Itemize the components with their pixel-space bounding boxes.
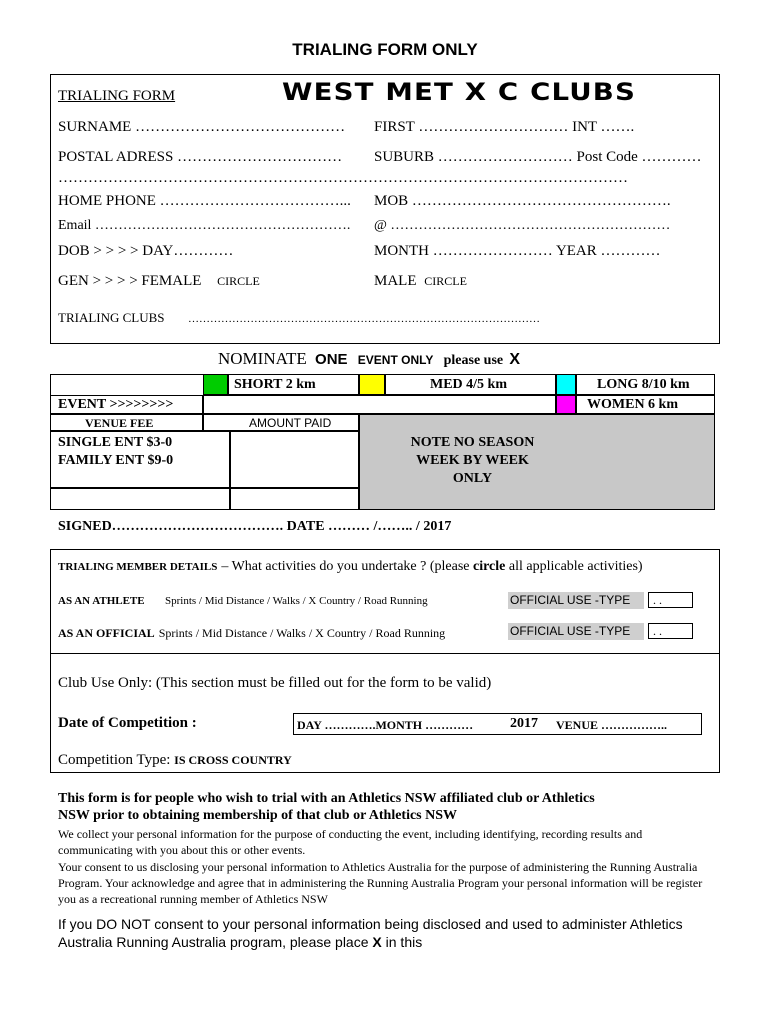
fee-blank-left [50,488,230,510]
short-event-label: SHORT 2 km [234,377,316,392]
family-entry-fee: FAMILY ENT $9-0 [58,453,174,468]
women-swatch[interactable] [556,395,576,414]
athlete-label: AS AN ATHLETE [58,595,145,607]
nominate-x: X [509,351,521,368]
gender-female-label: GEN > > > > FEMALE [58,273,202,289]
athlete-type-box[interactable]: . . [648,592,693,608]
postal-address-field[interactable]: POSTAL ADRESS …………………………… [58,149,343,165]
venue-fee-label: VENUE FEE [85,416,154,430]
first-name-field[interactable]: FIRST ………………………… INT ……. [374,119,635,135]
official-row [58,624,445,642]
med-swatch[interactable] [359,374,385,395]
fee-types-cell [50,431,230,488]
footer-paragraph-2: Your consent to us disclosing your personal information to Athletics Australia for the purpose of administering the Running Australia Program. Your acknowledge and agree that in administering the Running Australia Program your personal information will be register you as a recreational running member of Athletics NSW [58,860,703,906]
member-divider [50,653,720,654]
email-field[interactable]: Email ………………………………………………. [58,218,351,233]
season-note-line-2: WEEK BY WEEK [416,453,529,468]
event-label: EVENT >>>>>>>> [58,397,174,412]
med-event-cell[interactable] [385,374,556,395]
season-note-panel [359,414,715,510]
official-activities[interactable]: Sprints / Mid Distance / Walks / X Country / Road Running [158,626,446,640]
gender-female-option[interactable] [58,273,260,290]
season-note-line-3: ONLY [452,471,493,486]
nominate-instruction [218,349,520,369]
official-label: AS AN OFFICIAL [58,626,155,640]
athlete-activities[interactable]: Sprints / Mid Distance / Walks / X Country / Road Running [165,595,428,607]
med-event-label: MED 4/5 km [430,377,507,392]
consent-x: X [372,934,382,950]
short-event-cell[interactable] [228,374,359,395]
official-type-box[interactable]: . . [648,623,693,639]
member-question-c: all applicable activities) [505,559,643,574]
nominate-event-only: EVENT ONLY [357,353,434,367]
member-question-a: – What activities do you undertake ? (please [221,559,473,574]
competition-type-value: IS CROSS COUNTRY [174,753,292,767]
event-label-cell [50,395,203,414]
trialing-clubs-field[interactable]: …………………………………………………………………………………… [188,313,540,325]
suburb-postcode-field[interactable]: SUBURB ……………………… Post Code ………… [374,149,702,165]
date-of-competition-label: Date of Competition : [58,715,197,731]
competition-type-label: Competition Type: [58,752,171,768]
member-details-label: TRIALING MEMBER DETAILS [58,561,218,573]
club-logo: WEST MET X C CLUBS [282,78,637,106]
surname-field[interactable]: SURNAME …………………………………… [58,119,346,135]
consent-statement [58,915,718,951]
long-event-label: LONG 8/10 km [597,377,690,392]
nominate-prefix: NOMINATE [218,349,307,368]
nominate-one: ONE [315,351,348,368]
women-event-label: WOMEN 6 km [587,397,678,412]
single-entry-fee: SINGLE ENT $3-0 [58,435,173,450]
competition-date-box[interactable] [293,713,702,735]
dob-day-field[interactable]: DOB > > > > DAY………… [58,243,234,259]
email-domain-field[interactable]: @ …………………………………………………… [374,218,671,233]
long-swatch[interactable] [556,374,576,395]
competition-venue[interactable]: VENUE …………….. [556,718,668,732]
women-event-cell[interactable] [576,395,715,414]
footer-bold-line-2: NSW prior to obtaining membership of that club or Athletics NSW [58,808,458,823]
gender-male-option[interactable] [374,273,467,290]
home-phone-field[interactable]: HOME PHONE ………………………………... [58,193,351,209]
footer-paragraph-1: We collect your personal information for the purpose of conducting the event, including identifying, recording results and communicating with you about this or other events. [58,827,643,857]
consent-text-a: If you DO NOT consent to your personal information being disclosed and used to administer Athletics Australia Running Australia program, please place [58,916,683,950]
page-title: TRIALING FORM ONLY [292,40,478,59]
amount-paid-input[interactable] [230,431,359,488]
gender-male-label: MALE [374,273,417,289]
athlete-official-use: OFFICIAL USE -TYPE [508,592,644,609]
consent-text-b: in this [381,934,423,950]
trialing-clubs-label: TRIALING CLUBS [58,310,165,325]
dob-month-year-field[interactable]: MONTH …………………… YEAR ………… [374,243,661,259]
club-use-note: Club Use Only: (This section must be filled out for the form to be valid) [58,675,492,691]
competition-day-month[interactable]: DAY ………….MONTH ………… [297,718,474,732]
competition-type [58,752,292,769]
footer-bold-line-1: This form is for people who wish to trial with an Athletics NSW affiliated club or Athletics [58,791,595,806]
mobile-field[interactable]: MOB ……………………………………………. [374,193,671,209]
short-swatch[interactable] [203,374,228,395]
female-circle-hint: CIRCLE [217,274,260,288]
address-continuation-line[interactable]: …………………………………………………………………………………………………… [58,170,628,186]
fee-blank-right[interactable] [230,488,359,510]
form-heading: TRIALING FORM [58,88,176,104]
official-official-use: OFFICIAL USE -TYPE [508,623,644,640]
signature-date-line[interactable]: SIGNED………………………………. DATE ……… /…….. / 2017 [58,519,452,534]
male-circle-hint: CIRCLE [424,274,467,288]
nominate-suffix: please use [443,353,504,368]
member-details-box [50,549,720,773]
event-row-blank [203,395,556,414]
amount-paid-cell [203,414,359,431]
member-question [58,557,643,575]
long-event-cell[interactable] [576,374,715,395]
amount-paid-label: AMOUNT PAID [249,416,332,430]
competition-year: 2017 [510,716,538,731]
season-note-text [360,434,585,488]
member-question-circle: circle [472,559,506,574]
venue-fee-cell [50,414,203,431]
season-note-line-1: NOTE NO SEASON [410,435,535,450]
